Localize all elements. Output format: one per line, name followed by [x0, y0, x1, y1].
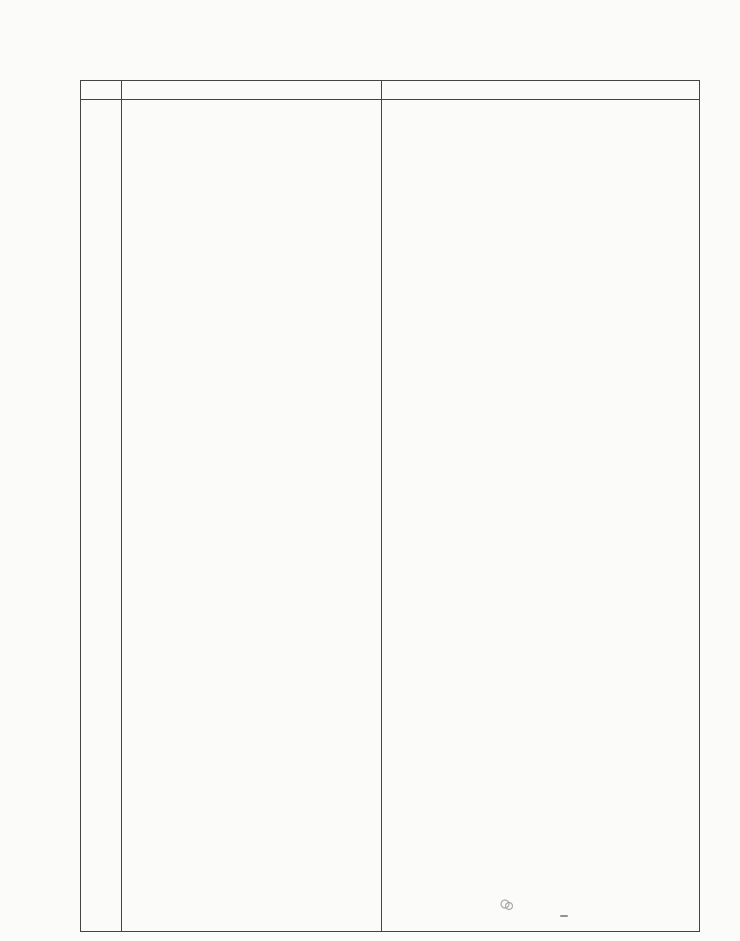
- table-header: [81, 81, 699, 100]
- column-divider: [381, 81, 382, 931]
- column-divider: [121, 81, 122, 931]
- sohu-watermark: [560, 915, 568, 917]
- wechat-icon: [500, 898, 514, 912]
- allocation-table: [80, 80, 700, 932]
